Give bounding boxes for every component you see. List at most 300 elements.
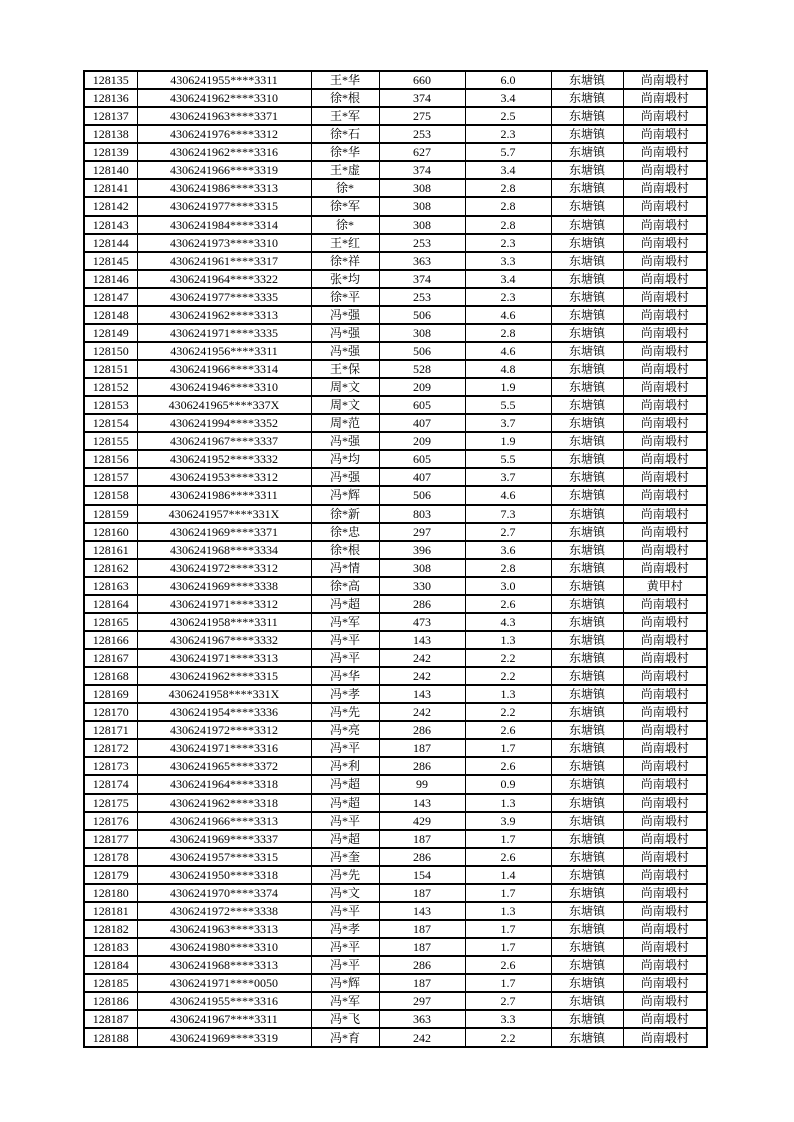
cell-id-card-masked: 4306241946****3310	[137, 378, 311, 396]
cell-village: 尚南塅村	[623, 559, 707, 577]
table-row	[84, 125, 707, 143]
cell-ratio: 7.3	[465, 505, 551, 523]
cell-village: 尚南塅村	[623, 794, 707, 812]
cell-ratio: 3.9	[465, 812, 551, 830]
cell-name: 冯*平	[311, 938, 379, 956]
cell-id-card-masked: 4306241965****3372	[137, 757, 311, 775]
cell-name: 王*虚	[311, 161, 379, 179]
cell-amount: 143	[379, 631, 465, 649]
cell-seq-number: 128178	[84, 848, 137, 866]
cell-town: 东塘镇	[551, 306, 623, 324]
table-row	[84, 812, 707, 830]
cell-id-card-masked: 4306241956****3311	[137, 342, 311, 360]
cell-town: 东塘镇	[551, 1010, 623, 1028]
cell-seq-number: 128156	[84, 450, 137, 468]
cell-ratio: 1.7	[465, 830, 551, 848]
cell-id-card-masked: 4306241986****3311	[137, 486, 311, 504]
cell-ratio: 4.3	[465, 613, 551, 631]
cell-village: 尚南塅村	[623, 848, 707, 866]
cell-name: 冯*辉	[311, 486, 379, 504]
cell-seq-number: 128179	[84, 866, 137, 884]
cell-ratio: 1.3	[465, 631, 551, 649]
cell-name: 王*华	[311, 71, 379, 89]
cell-seq-number: 128140	[84, 161, 137, 179]
cell-town: 东塘镇	[551, 577, 623, 595]
cell-town: 东塘镇	[551, 378, 623, 396]
cell-amount: 297	[379, 523, 465, 541]
cell-town: 东塘镇	[551, 450, 623, 468]
cell-seq-number: 128166	[84, 631, 137, 649]
cell-id-card-masked: 4306241967****3332	[137, 631, 311, 649]
table-row	[84, 360, 707, 378]
cell-amount: 528	[379, 360, 465, 378]
cell-id-card-masked: 4306241994****3352	[137, 414, 311, 432]
cell-name: 周*文	[311, 378, 379, 396]
cell-town: 东塘镇	[551, 541, 623, 559]
cell-village: 尚南塅村	[623, 468, 707, 486]
cell-town: 东塘镇	[551, 595, 623, 613]
table-row	[84, 956, 707, 974]
cell-name: 冯*平	[311, 956, 379, 974]
cell-ratio: 2.8	[465, 559, 551, 577]
table-row	[84, 541, 707, 559]
cell-village: 尚南塅村	[623, 107, 707, 125]
cell-name: 冯*奎	[311, 848, 379, 866]
cell-name: 冯*超	[311, 794, 379, 812]
cell-id-card-masked: 4306241966****3314	[137, 360, 311, 378]
cell-village: 尚南塅村	[623, 71, 707, 89]
cell-id-card-masked: 4306241955****3311	[137, 71, 311, 89]
table-body	[84, 71, 707, 1047]
cell-name: 冯*军	[311, 613, 379, 631]
cell-name: 冯*亮	[311, 721, 379, 739]
cell-id-card-masked: 4306241973****3310	[137, 234, 311, 252]
cell-seq-number: 128141	[84, 179, 137, 197]
cell-amount: 297	[379, 992, 465, 1010]
cell-amount: 506	[379, 486, 465, 504]
cell-town: 东塘镇	[551, 775, 623, 793]
cell-name: 周*范	[311, 414, 379, 432]
cell-ratio: 1.3	[465, 902, 551, 920]
cell-id-card-masked: 4306241965****337X	[137, 396, 311, 414]
cell-ratio: 1.7	[465, 920, 551, 938]
cell-name: 徐*华	[311, 143, 379, 161]
cell-village: 黄甲村	[623, 577, 707, 595]
cell-town: 东塘镇	[551, 884, 623, 902]
cell-village: 尚南塅村	[623, 866, 707, 884]
cell-village: 尚南塅村	[623, 306, 707, 324]
cell-ratio: 4.6	[465, 306, 551, 324]
cell-seq-number: 128145	[84, 252, 137, 270]
cell-town: 东塘镇	[551, 613, 623, 631]
cell-seq-number: 128154	[84, 414, 137, 432]
cell-id-card-masked: 4306241971****3312	[137, 595, 311, 613]
cell-amount: 803	[379, 505, 465, 523]
table-row	[84, 902, 707, 920]
cell-amount: 143	[379, 902, 465, 920]
table-row	[84, 830, 707, 848]
cell-town: 东塘镇	[551, 938, 623, 956]
cell-ratio: 2.8	[465, 197, 551, 215]
table-row	[84, 505, 707, 523]
cell-village: 尚南塅村	[623, 125, 707, 143]
cell-ratio: 1.7	[465, 739, 551, 757]
cell-village: 尚南塅村	[623, 252, 707, 270]
cell-ratio: 1.3	[465, 685, 551, 703]
cell-amount: 363	[379, 1010, 465, 1028]
cell-id-card-masked: 4306241962****3316	[137, 143, 311, 161]
cell-ratio: 0.9	[465, 775, 551, 793]
cell-amount: 143	[379, 794, 465, 812]
cell-name: 冯*超	[311, 830, 379, 848]
cell-village: 尚南塅村	[623, 667, 707, 685]
cell-amount: 627	[379, 143, 465, 161]
cell-village: 尚南塅村	[623, 613, 707, 631]
cell-town: 东塘镇	[551, 324, 623, 342]
cell-ratio: 6.0	[465, 71, 551, 89]
cell-name: 徐*	[311, 216, 379, 234]
cell-id-card-masked: 4306241962****3310	[137, 89, 311, 107]
table-row	[84, 270, 707, 288]
cell-seq-number: 128188	[84, 1028, 137, 1047]
cell-town: 东塘镇	[551, 631, 623, 649]
cell-id-card-masked: 4306241972****3338	[137, 902, 311, 920]
cell-town: 东塘镇	[551, 216, 623, 234]
table-row	[84, 884, 707, 902]
cell-town: 东塘镇	[551, 757, 623, 775]
cell-ratio: 2.7	[465, 523, 551, 541]
cell-village: 尚南塅村	[623, 270, 707, 288]
cell-id-card-masked: 4306241969****3337	[137, 830, 311, 848]
cell-town: 东塘镇	[551, 649, 623, 667]
cell-seq-number: 128149	[84, 324, 137, 342]
cell-id-card-masked: 4306241961****3317	[137, 252, 311, 270]
cell-seq-number: 128184	[84, 956, 137, 974]
cell-name: 冯*均	[311, 450, 379, 468]
cell-amount: 242	[379, 703, 465, 721]
table-row	[84, 288, 707, 306]
cell-town: 东塘镇	[551, 1028, 623, 1047]
table-row	[84, 197, 707, 215]
cell-seq-number: 128159	[84, 505, 137, 523]
cell-village: 尚南塅村	[623, 649, 707, 667]
cell-town: 东塘镇	[551, 432, 623, 450]
cell-village: 尚南塅村	[623, 288, 707, 306]
cell-amount: 187	[379, 938, 465, 956]
cell-village: 尚南塅村	[623, 685, 707, 703]
cell-seq-number: 128185	[84, 974, 137, 992]
cell-town: 东塘镇	[551, 396, 623, 414]
cell-village: 尚南塅村	[623, 450, 707, 468]
table-row	[84, 685, 707, 703]
table-row	[84, 595, 707, 613]
cell-name: 冯*强	[311, 432, 379, 450]
cell-name: 徐*石	[311, 125, 379, 143]
cell-town: 东塘镇	[551, 667, 623, 685]
cell-seq-number: 128175	[84, 794, 137, 812]
cell-seq-number: 128168	[84, 667, 137, 685]
cell-ratio: 2.8	[465, 324, 551, 342]
table-row	[84, 306, 707, 324]
cell-ratio: 2.2	[465, 703, 551, 721]
cell-ratio: 4.6	[465, 486, 551, 504]
cell-name: 冯*平	[311, 631, 379, 649]
cell-seq-number: 128143	[84, 216, 137, 234]
cell-ratio: 1.4	[465, 866, 551, 884]
cell-seq-number: 128144	[84, 234, 137, 252]
cell-seq-number: 128165	[84, 613, 137, 631]
cell-amount: 605	[379, 450, 465, 468]
cell-amount: 99	[379, 775, 465, 793]
cell-seq-number: 128142	[84, 197, 137, 215]
cell-amount: 374	[379, 89, 465, 107]
cell-id-card-masked: 4306241972****3312	[137, 559, 311, 577]
cell-ratio: 2.6	[465, 956, 551, 974]
cell-seq-number: 128163	[84, 577, 137, 595]
cell-village: 尚南塅村	[623, 974, 707, 992]
cell-name: 冯*强	[311, 468, 379, 486]
table-row	[84, 631, 707, 649]
table-row	[84, 613, 707, 631]
cell-town: 东塘镇	[551, 179, 623, 197]
cell-name: 冯*育	[311, 1028, 379, 1047]
cell-seq-number: 128152	[84, 378, 137, 396]
cell-town: 东塘镇	[551, 234, 623, 252]
cell-town: 东塘镇	[551, 161, 623, 179]
beneficiary-table	[83, 70, 708, 1048]
cell-id-card-masked: 4306241952****3332	[137, 450, 311, 468]
cell-town: 东塘镇	[551, 848, 623, 866]
cell-amount: 143	[379, 685, 465, 703]
cell-village: 尚南塅村	[623, 342, 707, 360]
cell-name: 徐*军	[311, 197, 379, 215]
cell-name: 冯*情	[311, 559, 379, 577]
cell-village: 尚南塅村	[623, 541, 707, 559]
cell-seq-number: 128157	[84, 468, 137, 486]
cell-amount: 605	[379, 396, 465, 414]
cell-village: 尚南塅村	[623, 432, 707, 450]
cell-id-card-masked: 4306241958****331X	[137, 685, 311, 703]
cell-amount: 209	[379, 378, 465, 396]
cell-ratio: 2.2	[465, 649, 551, 667]
cell-amount: 154	[379, 866, 465, 884]
table-row	[84, 721, 707, 739]
cell-id-card-masked: 4306241967****3337	[137, 432, 311, 450]
cell-town: 东塘镇	[551, 89, 623, 107]
cell-village: 尚南塅村	[623, 89, 707, 107]
cell-amount: 187	[379, 739, 465, 757]
table-row	[84, 920, 707, 938]
cell-name: 冯*华	[311, 667, 379, 685]
cell-village: 尚南塅村	[623, 703, 707, 721]
cell-amount: 242	[379, 1028, 465, 1047]
cell-amount: 308	[379, 559, 465, 577]
cell-ratio: 5.5	[465, 450, 551, 468]
cell-town: 东塘镇	[551, 505, 623, 523]
cell-amount: 286	[379, 956, 465, 974]
cell-village: 尚南塅村	[623, 360, 707, 378]
cell-id-card-masked: 4306241962****3318	[137, 794, 311, 812]
cell-seq-number: 128182	[84, 920, 137, 938]
cell-amount: 308	[379, 216, 465, 234]
table-row	[84, 757, 707, 775]
cell-id-card-masked: 4306241964****3318	[137, 775, 311, 793]
cell-seq-number: 128146	[84, 270, 137, 288]
cell-town: 东塘镇	[551, 107, 623, 125]
cell-village: 尚南塅村	[623, 757, 707, 775]
table-row	[84, 649, 707, 667]
cell-ratio: 2.5	[465, 107, 551, 125]
cell-village: 尚南塅村	[623, 920, 707, 938]
cell-ratio: 3.4	[465, 161, 551, 179]
cell-name: 冯*强	[311, 306, 379, 324]
cell-amount: 286	[379, 595, 465, 613]
cell-name: 冯*先	[311, 703, 379, 721]
cell-village: 尚南塅村	[623, 938, 707, 956]
cell-ratio: 1.3	[465, 794, 551, 812]
cell-ratio: 4.6	[465, 342, 551, 360]
cell-name: 冯*孝	[311, 685, 379, 703]
table-row	[84, 559, 707, 577]
cell-name: 冯*强	[311, 324, 379, 342]
cell-id-card-masked: 4306241957****331X	[137, 505, 311, 523]
table-row	[84, 468, 707, 486]
cell-town: 东塘镇	[551, 252, 623, 270]
cell-seq-number: 128135	[84, 71, 137, 89]
cell-amount: 242	[379, 667, 465, 685]
cell-id-card-masked: 4306241969****3371	[137, 523, 311, 541]
cell-amount: 506	[379, 342, 465, 360]
cell-village: 尚南塅村	[623, 234, 707, 252]
cell-village: 尚南塅村	[623, 992, 707, 1010]
cell-seq-number: 128148	[84, 306, 137, 324]
cell-village: 尚南塅村	[623, 396, 707, 414]
cell-town: 东塘镇	[551, 414, 623, 432]
cell-id-card-masked: 4306241962****3315	[137, 667, 311, 685]
table-row	[84, 938, 707, 956]
cell-ratio: 1.7	[465, 974, 551, 992]
table-row	[84, 1010, 707, 1028]
cell-amount: 242	[379, 649, 465, 667]
cell-ratio: 2.3	[465, 234, 551, 252]
cell-id-card-masked: 4306241957****3315	[137, 848, 311, 866]
cell-town: 东塘镇	[551, 739, 623, 757]
cell-village: 尚南塅村	[623, 1028, 707, 1047]
cell-ratio: 3.4	[465, 89, 551, 107]
cell-town: 东塘镇	[551, 902, 623, 920]
cell-seq-number: 128172	[84, 739, 137, 757]
cell-ratio: 4.8	[465, 360, 551, 378]
table-row	[84, 992, 707, 1010]
cell-id-card-masked: 4306241962****3313	[137, 306, 311, 324]
cell-village: 尚南塅村	[623, 830, 707, 848]
cell-name: 徐*新	[311, 505, 379, 523]
cell-amount: 253	[379, 288, 465, 306]
table-row	[84, 703, 707, 721]
cell-seq-number: 128177	[84, 830, 137, 848]
cell-id-card-masked: 4306241967****3311	[137, 1010, 311, 1028]
cell-ratio: 1.9	[465, 432, 551, 450]
cell-seq-number: 128186	[84, 992, 137, 1010]
cell-name: 徐*祥	[311, 252, 379, 270]
cell-name: 冯*平	[311, 812, 379, 830]
cell-id-card-masked: 4306241968****3334	[137, 541, 311, 559]
cell-id-card-masked: 4306241954****3336	[137, 703, 311, 721]
cell-amount: 286	[379, 848, 465, 866]
table-row	[84, 775, 707, 793]
cell-amount: 187	[379, 920, 465, 938]
cell-amount: 407	[379, 468, 465, 486]
table-row	[84, 450, 707, 468]
cell-seq-number: 128158	[84, 486, 137, 504]
cell-seq-number: 128151	[84, 360, 137, 378]
cell-name: 冯*平	[311, 902, 379, 920]
cell-amount: 363	[379, 252, 465, 270]
cell-town: 东塘镇	[551, 812, 623, 830]
cell-town: 东塘镇	[551, 143, 623, 161]
cell-ratio: 2.6	[465, 595, 551, 613]
cell-village: 尚南塅村	[623, 884, 707, 902]
cell-seq-number: 128150	[84, 342, 137, 360]
table-row	[84, 974, 707, 992]
cell-village: 尚南塅村	[623, 595, 707, 613]
cell-amount: 253	[379, 125, 465, 143]
cell-ratio: 2.3	[465, 125, 551, 143]
cell-seq-number: 128160	[84, 523, 137, 541]
cell-name: 冯*平	[311, 739, 379, 757]
cell-ratio: 2.8	[465, 216, 551, 234]
cell-ratio: 2.7	[465, 992, 551, 1010]
cell-village: 尚南塅村	[623, 143, 707, 161]
cell-ratio: 5.5	[465, 396, 551, 414]
cell-amount: 330	[379, 577, 465, 595]
cell-seq-number: 128176	[84, 812, 137, 830]
cell-village: 尚南塅村	[623, 216, 707, 234]
cell-ratio: 1.9	[465, 378, 551, 396]
cell-seq-number: 128183	[84, 938, 137, 956]
cell-id-card-masked: 4306241964****3322	[137, 270, 311, 288]
table-row	[84, 866, 707, 884]
cell-name: 徐*忠	[311, 523, 379, 541]
cell-seq-number: 128167	[84, 649, 137, 667]
cell-amount: 187	[379, 974, 465, 992]
cell-name: 徐*高	[311, 577, 379, 595]
table-row	[84, 378, 707, 396]
cell-name: 冯*文	[311, 884, 379, 902]
table-row	[84, 667, 707, 685]
cell-id-card-masked: 4306241971****0050	[137, 974, 311, 992]
cell-seq-number: 128171	[84, 721, 137, 739]
table-row	[84, 107, 707, 125]
cell-ratio: 1.7	[465, 884, 551, 902]
cell-name: 冯*利	[311, 757, 379, 775]
cell-id-card-masked: 4306241976****3312	[137, 125, 311, 143]
cell-id-card-masked: 4306241950****3318	[137, 866, 311, 884]
cell-name: 冯*超	[311, 775, 379, 793]
cell-id-card-masked: 4306241984****3314	[137, 216, 311, 234]
cell-amount: 286	[379, 757, 465, 775]
cell-seq-number: 128164	[84, 595, 137, 613]
table-row	[84, 324, 707, 342]
cell-ratio: 2.6	[465, 757, 551, 775]
cell-town: 东塘镇	[551, 920, 623, 938]
cell-seq-number: 128147	[84, 288, 137, 306]
cell-town: 东塘镇	[551, 559, 623, 577]
table-row	[84, 71, 707, 89]
cell-name: 冯*军	[311, 992, 379, 1010]
cell-village: 尚南塅村	[623, 505, 707, 523]
cell-seq-number: 128138	[84, 125, 137, 143]
